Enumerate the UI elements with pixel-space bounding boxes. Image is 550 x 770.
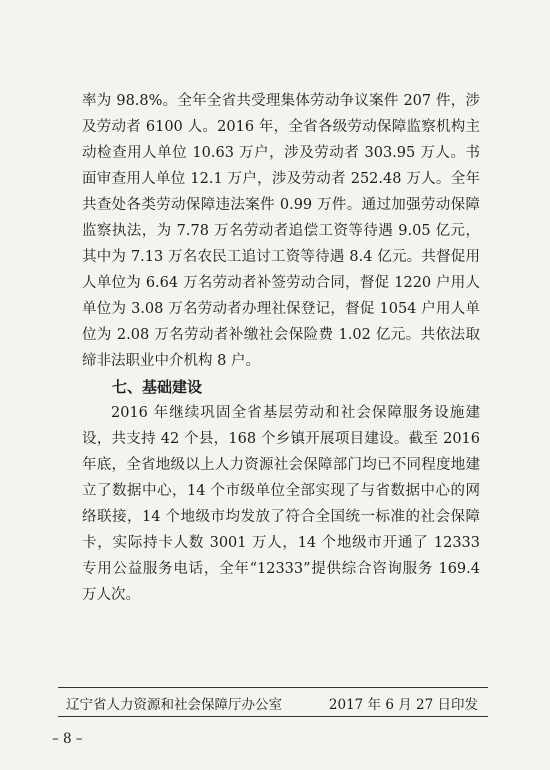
footer-issuer: 辽宁省人力资源和社会保障厅办公室: [66, 697, 282, 713]
footer-rule-top: [58, 687, 488, 688]
page-number: – 8 –: [52, 731, 83, 747]
footer-rule-bottom: [58, 716, 488, 717]
section-heading: 七、基础建设: [112, 378, 203, 396]
body-text: [82, 88, 480, 608]
footer-print-date: 2017 年 6 月 27 日印发: [328, 697, 478, 713]
paragraph-infrastructure: 2016 年继续巩固全省基层劳动和社会保障服务设施建设，共支持 42 个县，168 个乡镇开展项目建设。截至 2016 年底，全省地级以上人力资源社会保障部门均已不同程度地建立了数据中心，14 个市级单位全部实现了与省数据中心的网络联接，14 个地级市均发放了符合全国统一标准的社会保障卡，实际持卡人数 3001 万人，14 个地级市开通了 12333 专用公益服务电话，全年“12333”提供综合咨询服务 169.4 万人次。: [82, 405, 480, 603]
paragraph-continuation: 率为 98.8%。全年全省共受理集体劳动争议案件 207 件，涉及劳动者 6100 人。2016 年，全省各级劳动保障监察机构主动检查用人单位 10.63 万户，涉及劳动者 303.95 万人。书面审查用人单位 12.1 万户，涉及劳动者 252.48 万人。全年共查处各类劳动保障违法案件 0.99 万件。通过加强劳动保障监察执法，为 7.78 万名劳动者追偿工资等待遇 9.05 亿元，其中为 7.13 万名农民工追讨工资等待遇 8.4 亿元。共督促用人单位为 6.64 万名劳动者补签劳动合同，督促 1220 户用人单位为 3.08 万名劳动者办理社保登记，督促 1054 户用人单位为 2.08 万名劳动者补缴社会保险费 1.02 亿元。共依法取缔非法职业中介机构 8 户。: [82, 93, 480, 369]
